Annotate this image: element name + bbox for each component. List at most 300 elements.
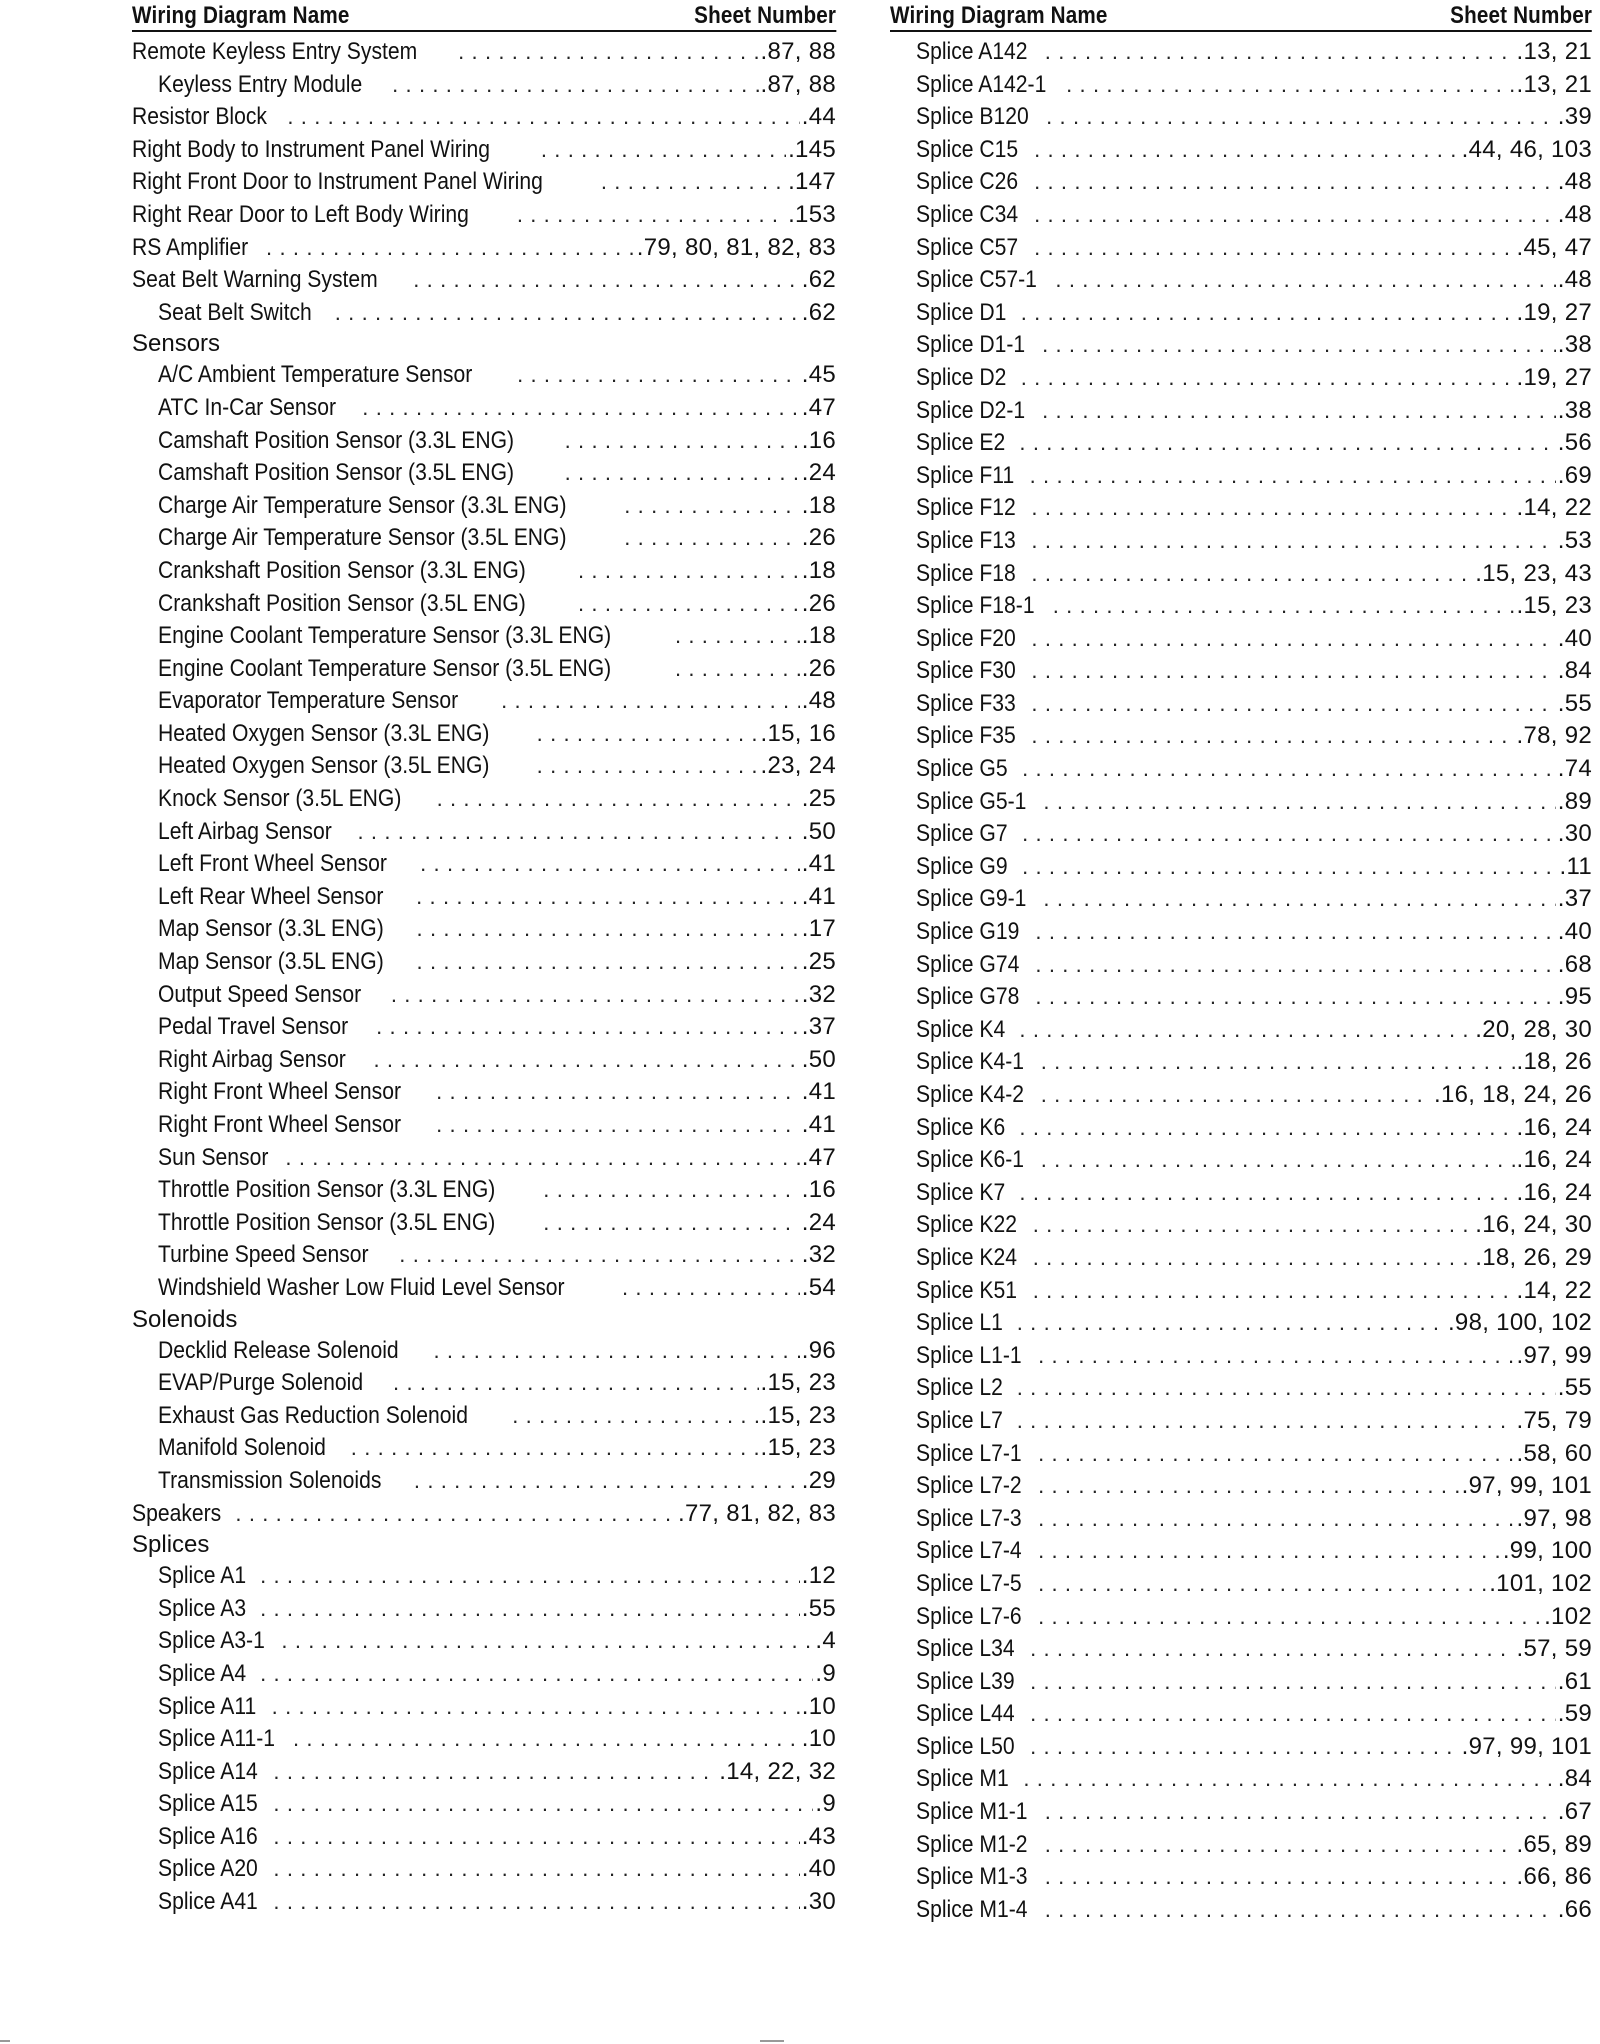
index-entry bbox=[890, 1014, 1592, 1047]
dot-leader bbox=[565, 457, 800, 490]
dot-leader bbox=[1041, 1144, 1515, 1177]
sheet-number: .32 bbox=[801, 980, 836, 1008]
dot-leader bbox=[1031, 558, 1473, 591]
scan-artifact bbox=[760, 2040, 784, 2042]
dot-leader bbox=[1019, 1177, 1514, 1210]
index-entry bbox=[132, 232, 836, 265]
entry-name: Engine Coolant Temperature Sensor (3.3L ENG) bbox=[158, 622, 612, 650]
index-entry bbox=[132, 425, 836, 458]
entry-name: Map Sensor (3.3L ENG) bbox=[158, 915, 384, 943]
entry-name: Splice L2 bbox=[916, 1374, 1003, 1402]
entry-name: Pedal Travel Sensor bbox=[158, 1013, 349, 1041]
dot-leader bbox=[1038, 1470, 1460, 1503]
dot-leader bbox=[1045, 36, 1515, 69]
entry-name: Splice L7-2 bbox=[916, 1472, 1022, 1500]
entry-name: Map Sensor (3.5L ENG) bbox=[158, 948, 384, 976]
dot-leader bbox=[420, 848, 800, 881]
index-entry bbox=[890, 1601, 1592, 1634]
dot-leader bbox=[436, 1109, 800, 1142]
dot-leader bbox=[1034, 199, 1556, 232]
entry-name: Camshaft Position Sensor (3.5L ENG) bbox=[158, 459, 515, 487]
index-entry bbox=[132, 1723, 836, 1756]
index-entry bbox=[132, 1498, 836, 1531]
dot-leader bbox=[1019, 1112, 1514, 1145]
dot-leader bbox=[1022, 753, 1556, 786]
sheet-number: .98, 100, 102 bbox=[1447, 1309, 1592, 1337]
dot-leader bbox=[541, 134, 786, 167]
index-entry bbox=[890, 1666, 1592, 1699]
index-entry bbox=[132, 1109, 836, 1142]
sheet-number: .65, 89 bbox=[1516, 1830, 1592, 1858]
entry-name: A/C Ambient Temperature Sensor bbox=[158, 361, 473, 389]
dot-leader bbox=[287, 101, 799, 134]
index-entry bbox=[132, 1207, 836, 1240]
entry-name: Keyless Entry Module bbox=[158, 70, 363, 98]
index-entry bbox=[890, 297, 1592, 330]
sheet-number: .153 bbox=[788, 200, 836, 228]
entry-name: EVAP/Purge Solenoid bbox=[158, 1369, 364, 1397]
entry-name: Splice L50 bbox=[916, 1732, 1015, 1760]
entry-name: Splice F35 bbox=[916, 722, 1016, 750]
sheet-number: .68 bbox=[1557, 950, 1592, 978]
index-entry bbox=[132, 1465, 836, 1498]
entry-name: Splices bbox=[132, 1531, 210, 1559]
entry-name: Splice K6-1 bbox=[916, 1146, 1025, 1174]
sheet-number: .15, 23 bbox=[760, 1401, 836, 1429]
sheet-number: .89 bbox=[1557, 787, 1592, 815]
sheet-number: .97, 99 bbox=[1516, 1341, 1592, 1369]
dot-leader bbox=[1031, 492, 1514, 525]
dot-leader bbox=[1043, 786, 1555, 819]
sheet-number: .41 bbox=[801, 1078, 836, 1106]
dot-leader bbox=[1066, 69, 1514, 102]
sheet-number: .87, 88 bbox=[760, 38, 836, 65]
sheet-number: .41 bbox=[801, 850, 836, 878]
entry-name: Right Airbag Sensor bbox=[158, 1045, 346, 1073]
entry-name: Throttle Position Sensor (3.5L ENG) bbox=[158, 1208, 496, 1236]
sheet-number: .95 bbox=[1557, 983, 1592, 1011]
index-entry bbox=[132, 1335, 836, 1368]
dot-leader bbox=[1030, 1698, 1556, 1731]
index-entry bbox=[890, 1698, 1592, 1731]
dot-leader bbox=[260, 1560, 800, 1593]
index-entry bbox=[890, 395, 1592, 428]
sheet-number: .47 bbox=[801, 393, 836, 421]
right-entry-list bbox=[890, 36, 1592, 1926]
entry-name: Splice A3-1 bbox=[158, 1627, 265, 1655]
dot-leader bbox=[357, 816, 799, 849]
entry-name: Knock Sensor (3.5L ENG) bbox=[158, 785, 402, 813]
dot-leader bbox=[293, 1723, 800, 1756]
entry-name: Transmission Solenoids bbox=[158, 1466, 382, 1494]
entry-name: Splice K4-2 bbox=[916, 1081, 1025, 1108]
index-entry bbox=[132, 1400, 836, 1433]
entry-name: Seat Belt Warning System bbox=[132, 266, 378, 294]
entry-name: Evaporator Temperature Sensor bbox=[158, 687, 459, 715]
dot-leader bbox=[1043, 883, 1555, 916]
dot-leader bbox=[1038, 1503, 1514, 1536]
sheet-number: .77, 81, 82, 83 bbox=[678, 1499, 836, 1527]
dot-leader bbox=[273, 1821, 799, 1854]
sheet-number: .23, 24 bbox=[760, 752, 836, 780]
index-entry bbox=[890, 883, 1592, 916]
sheet-number: .11 bbox=[1559, 852, 1592, 880]
index-entry bbox=[132, 1272, 836, 1305]
entry-name: Charge Air Temperature Sensor (3.3L ENG) bbox=[158, 491, 567, 519]
entry-name: Left Airbag Sensor bbox=[158, 817, 332, 845]
entry-name: Splice K6 bbox=[916, 1113, 1006, 1141]
entry-name: Splice G19 bbox=[916, 918, 1020, 946]
index-entry bbox=[132, 457, 836, 490]
sheet-number: .62 bbox=[801, 266, 836, 294]
dot-leader bbox=[1035, 949, 1555, 982]
index-entry bbox=[890, 1861, 1592, 1894]
dot-leader bbox=[543, 1207, 799, 1240]
entry-name: Camshaft Position Sensor (3.3L ENG) bbox=[158, 426, 515, 454]
sheet-number: .41 bbox=[801, 882, 836, 910]
sheet-number: .16, 24 bbox=[1516, 1178, 1592, 1206]
sheet-number: .9 bbox=[815, 1790, 836, 1818]
dot-leader bbox=[391, 979, 800, 1012]
index-entry bbox=[132, 1788, 836, 1821]
dot-leader bbox=[1046, 101, 1556, 134]
sheet-number: .30 bbox=[801, 1888, 836, 1916]
dot-leader bbox=[1021, 297, 1515, 330]
index-entry bbox=[890, 1177, 1592, 1210]
entry-name: Splice L1 bbox=[916, 1309, 1003, 1337]
index-entry bbox=[132, 620, 836, 653]
index-entry bbox=[132, 1044, 836, 1077]
entry-name: Manifold Solenoid bbox=[158, 1434, 326, 1462]
dot-leader bbox=[501, 685, 800, 718]
sheet-number: .58, 60 bbox=[1516, 1439, 1592, 1467]
dot-leader bbox=[622, 1272, 800, 1305]
entry-name: Splice K24 bbox=[916, 1243, 1017, 1271]
entry-name: Splice C57 bbox=[916, 233, 1019, 261]
sheet-number: .14, 22 bbox=[1516, 494, 1592, 522]
sheet-number: .15, 23 bbox=[1516, 592, 1592, 620]
sheet-number: .18 bbox=[801, 622, 836, 650]
dot-leader bbox=[273, 1788, 813, 1821]
dot-leader bbox=[434, 1335, 800, 1368]
index-entry bbox=[132, 1560, 836, 1593]
dot-leader bbox=[266, 232, 635, 265]
entry-name: Splice A11 bbox=[158, 1692, 257, 1720]
dot-leader bbox=[675, 653, 800, 686]
index-entry bbox=[132, 392, 836, 425]
sheet-number: .20, 28, 30 bbox=[1475, 1015, 1592, 1043]
entry-name: Splice A1 bbox=[158, 1562, 247, 1590]
entry-name: Splice M1-3 bbox=[916, 1863, 1028, 1891]
sheet-number: .40 bbox=[1557, 624, 1592, 652]
dot-leader bbox=[537, 750, 759, 783]
entry-name: Splice F30 bbox=[916, 657, 1016, 685]
dot-leader bbox=[517, 359, 800, 392]
sheet-number: .84 bbox=[1557, 1765, 1592, 1793]
sheet-number: .48 bbox=[1557, 200, 1592, 228]
entry-name: Solenoids bbox=[132, 1305, 238, 1333]
entry-name: Left Rear Wheel Sensor bbox=[158, 882, 384, 910]
sheet-number: .45, 47 bbox=[1516, 233, 1592, 261]
index-entry bbox=[890, 1144, 1592, 1177]
sheet-number: .37 bbox=[801, 1013, 836, 1041]
sheet-number: .16 bbox=[801, 1176, 836, 1204]
index-entry bbox=[132, 166, 836, 199]
dot-leader bbox=[578, 555, 800, 588]
index-entry bbox=[132, 522, 836, 555]
index-entry bbox=[132, 1625, 836, 1658]
sheet-number: .96 bbox=[801, 1336, 836, 1364]
index-entry bbox=[890, 1209, 1592, 1242]
entry-name: Splice F11 bbox=[916, 461, 1015, 489]
sheet-number: .9 bbox=[815, 1659, 836, 1687]
index-entry bbox=[890, 1633, 1592, 1666]
dot-leader bbox=[1017, 1405, 1515, 1438]
entry-name: Splice C15 bbox=[916, 135, 1019, 163]
sheet-number: .54 bbox=[801, 1273, 836, 1301]
sheet-number: .45 bbox=[801, 361, 836, 389]
entry-name: Splice L7-6 bbox=[916, 1602, 1022, 1630]
entry-name: Splice L1-1 bbox=[916, 1341, 1022, 1369]
dot-leader bbox=[1045, 1829, 1515, 1862]
dot-leader bbox=[235, 1498, 676, 1531]
index-entry bbox=[132, 69, 836, 102]
sheet-number: .15, 23, 43 bbox=[1475, 559, 1592, 587]
dot-leader bbox=[1017, 1307, 1446, 1340]
entry-name: Right Front Wheel Sensor bbox=[158, 1078, 401, 1106]
entry-name: Splice D1-1 bbox=[916, 331, 1026, 359]
sheet-number: .48 bbox=[801, 687, 836, 715]
dot-leader bbox=[1033, 1275, 1515, 1308]
dot-leader bbox=[458, 36, 758, 69]
sheet-number: .97, 98 bbox=[1516, 1504, 1592, 1532]
sheet-number: .79, 80, 81, 82, 83 bbox=[636, 233, 836, 261]
index-entry bbox=[132, 685, 836, 718]
entry-name: Decklid Release Solenoid bbox=[158, 1336, 399, 1364]
sheet-number: .37 bbox=[1557, 885, 1592, 913]
index-entry bbox=[132, 979, 836, 1012]
entry-name: Splice M1 bbox=[916, 1765, 1009, 1793]
index-entry bbox=[890, 1438, 1592, 1471]
sheet-number: .16 bbox=[801, 426, 836, 454]
index-entry bbox=[890, 1894, 1592, 1927]
sheet-number: .15, 23 bbox=[760, 1434, 836, 1462]
dot-leader bbox=[517, 199, 786, 232]
entry-name: Splice F33 bbox=[916, 689, 1016, 717]
entry-name: Sensors bbox=[132, 330, 221, 358]
index-entry bbox=[890, 1829, 1592, 1862]
dot-leader bbox=[335, 297, 800, 330]
entry-name: Splice F20 bbox=[916, 624, 1016, 652]
entry-name: Exhaust Gas Reduction Solenoid bbox=[158, 1401, 468, 1429]
entry-name: Sun Sensor bbox=[158, 1143, 269, 1171]
index-entry bbox=[132, 881, 836, 914]
index-entry bbox=[890, 232, 1592, 265]
index-entry bbox=[132, 134, 836, 167]
sheet-number: .84 bbox=[1557, 657, 1592, 685]
index-entry bbox=[890, 1470, 1592, 1503]
entry-name: Resistor Block bbox=[132, 103, 267, 131]
index-entry bbox=[132, 653, 836, 686]
index-entry bbox=[890, 558, 1592, 591]
index-entry bbox=[132, 1853, 836, 1886]
index-entry bbox=[132, 199, 836, 232]
dot-leader bbox=[416, 881, 800, 914]
group-heading bbox=[132, 1530, 836, 1560]
entry-name: Splice A16 bbox=[158, 1822, 258, 1850]
sheet-number: .55 bbox=[1557, 689, 1592, 717]
entry-name: Charge Air Temperature Sensor (3.5L ENG) bbox=[158, 524, 567, 552]
index-entry bbox=[890, 492, 1592, 525]
dot-leader bbox=[601, 166, 786, 199]
entry-name: Heated Oxygen Sensor (3.5L ENG) bbox=[158, 752, 490, 780]
dot-leader bbox=[1031, 688, 1555, 721]
index-entry bbox=[890, 166, 1592, 199]
sheet-number: .16, 24 bbox=[1516, 1113, 1592, 1141]
index-entry bbox=[890, 623, 1592, 656]
left-entry-list bbox=[132, 36, 836, 1919]
dot-leader bbox=[1031, 623, 1555, 656]
entry-name: Crankshaft Position Sensor (3.3L ENG) bbox=[158, 556, 526, 584]
sheet-number: .48 bbox=[1557, 266, 1592, 294]
dot-leader bbox=[399, 1239, 799, 1272]
dot-leader bbox=[1038, 1438, 1514, 1471]
sheet-number: .47 bbox=[801, 1143, 836, 1171]
dot-leader bbox=[1019, 427, 1555, 460]
index-entry bbox=[132, 1239, 836, 1272]
sheet-number: .12 bbox=[801, 1562, 836, 1590]
entry-name: Throttle Position Sensor (3.3L ENG) bbox=[158, 1176, 496, 1204]
dot-leader bbox=[624, 490, 800, 523]
header-sheet-number: Sheet Number bbox=[1450, 2, 1593, 29]
entry-name: Splice C57-1 bbox=[916, 266, 1037, 294]
sheet-number: .13, 21 bbox=[1516, 38, 1592, 65]
dot-leader bbox=[1045, 1796, 1556, 1829]
index-entry bbox=[132, 555, 836, 588]
entry-name: Splice C26 bbox=[916, 168, 1019, 196]
sheet-number: .10 bbox=[801, 1725, 836, 1753]
sheet-number: .43 bbox=[801, 1822, 836, 1850]
entry-name: Splice L7-5 bbox=[916, 1569, 1022, 1597]
sheet-number: .24 bbox=[801, 1208, 836, 1236]
sheet-number: .16, 18, 24, 26 bbox=[1434, 1081, 1592, 1108]
sheet-number: .41 bbox=[801, 1111, 836, 1138]
index-entry bbox=[890, 1796, 1592, 1829]
index-entry bbox=[890, 36, 1592, 69]
dot-leader bbox=[1031, 655, 1555, 688]
dot-leader bbox=[1038, 1568, 1487, 1601]
dot-leader bbox=[260, 1593, 800, 1626]
sheet-number: .30 bbox=[1557, 820, 1592, 848]
index-entry bbox=[890, 1275, 1592, 1308]
sheet-number: .40 bbox=[801, 1855, 836, 1883]
index-entry bbox=[890, 329, 1592, 362]
dot-leader bbox=[1030, 460, 1556, 493]
sheet-number: .101, 102 bbox=[1489, 1569, 1592, 1597]
dot-leader bbox=[281, 1625, 813, 1658]
index-entry bbox=[890, 786, 1592, 819]
index-entry bbox=[132, 1593, 836, 1626]
entry-name: Speakers bbox=[132, 1499, 222, 1527]
sheet-number: .57, 59 bbox=[1516, 1635, 1592, 1663]
index-entry bbox=[890, 753, 1592, 786]
index-entry bbox=[890, 1568, 1592, 1601]
entry-name: Splice A15 bbox=[158, 1790, 258, 1818]
index-entry bbox=[132, 1756, 836, 1789]
dot-leader bbox=[1035, 981, 1555, 1014]
entry-name: Splice L34 bbox=[916, 1635, 1015, 1663]
entry-name: Splice K4-1 bbox=[916, 1048, 1025, 1076]
index-entry bbox=[890, 460, 1592, 493]
index-entry bbox=[132, 297, 836, 330]
entry-name: Splice A20 bbox=[158, 1855, 258, 1883]
dot-leader bbox=[351, 1432, 759, 1465]
index-entry bbox=[890, 1242, 1592, 1275]
entry-name: Turbine Speed Sensor bbox=[158, 1241, 369, 1269]
dot-leader bbox=[417, 946, 800, 979]
entry-name: Splice F13 bbox=[916, 526, 1016, 554]
sheet-number: .19, 27 bbox=[1516, 298, 1592, 326]
dot-leader bbox=[437, 783, 800, 816]
sheet-number: .39 bbox=[1557, 103, 1592, 131]
index-entry bbox=[890, 916, 1592, 949]
sheet-number: .55 bbox=[1557, 1374, 1592, 1402]
entry-name: Seat Belt Switch bbox=[158, 298, 312, 326]
sheet-number: .147 bbox=[788, 168, 836, 196]
entry-name: Splice G78 bbox=[916, 983, 1020, 1011]
index-entry bbox=[890, 1079, 1592, 1112]
sheet-number: .56 bbox=[1557, 429, 1592, 457]
sheet-number: .87, 88 bbox=[760, 70, 836, 98]
dot-leader bbox=[537, 718, 759, 751]
sheet-number: .18, 26, 29 bbox=[1475, 1243, 1592, 1271]
dot-leader bbox=[414, 1465, 800, 1498]
dot-leader bbox=[1038, 1340, 1514, 1373]
entry-name: Right Front Wheel Sensor bbox=[158, 1111, 401, 1138]
group-heading bbox=[132, 1305, 836, 1335]
sheet-number: .19, 27 bbox=[1516, 363, 1592, 391]
sheet-number: .69 bbox=[1557, 461, 1592, 489]
sheet-number: .4 bbox=[815, 1627, 836, 1655]
sheet-number: .66, 86 bbox=[1516, 1863, 1592, 1891]
sheet-number: .15, 16 bbox=[760, 719, 836, 747]
sheet-number: .17 bbox=[801, 915, 836, 943]
dot-leader bbox=[1030, 1666, 1556, 1699]
sheet-number: .53 bbox=[1557, 526, 1592, 554]
index-entry bbox=[132, 490, 836, 523]
sheet-number: .145 bbox=[788, 135, 836, 163]
sheet-number: .38 bbox=[1557, 331, 1592, 359]
right-column bbox=[890, 2, 1592, 1926]
entry-name: Splice L39 bbox=[916, 1667, 1015, 1695]
sheet-number: .48 bbox=[1557, 168, 1592, 196]
right-column-header bbox=[890, 2, 1592, 32]
dot-leader bbox=[1035, 916, 1555, 949]
index-entry bbox=[890, 1503, 1592, 1536]
index-entry bbox=[890, 1340, 1592, 1373]
dot-leader bbox=[1042, 329, 1556, 362]
sheet-number: .97, 99, 101 bbox=[1461, 1472, 1592, 1500]
sheet-number: .10 bbox=[801, 1692, 836, 1720]
index-entry bbox=[890, 199, 1592, 232]
index-entry bbox=[132, 848, 836, 881]
index-entry bbox=[890, 362, 1592, 395]
entry-name: Remote Keyless Entry System bbox=[132, 38, 418, 65]
dot-leader bbox=[1038, 1601, 1542, 1634]
entry-name: Splice G74 bbox=[916, 950, 1020, 978]
dot-leader bbox=[1031, 525, 1555, 558]
index-entry bbox=[132, 1658, 836, 1691]
